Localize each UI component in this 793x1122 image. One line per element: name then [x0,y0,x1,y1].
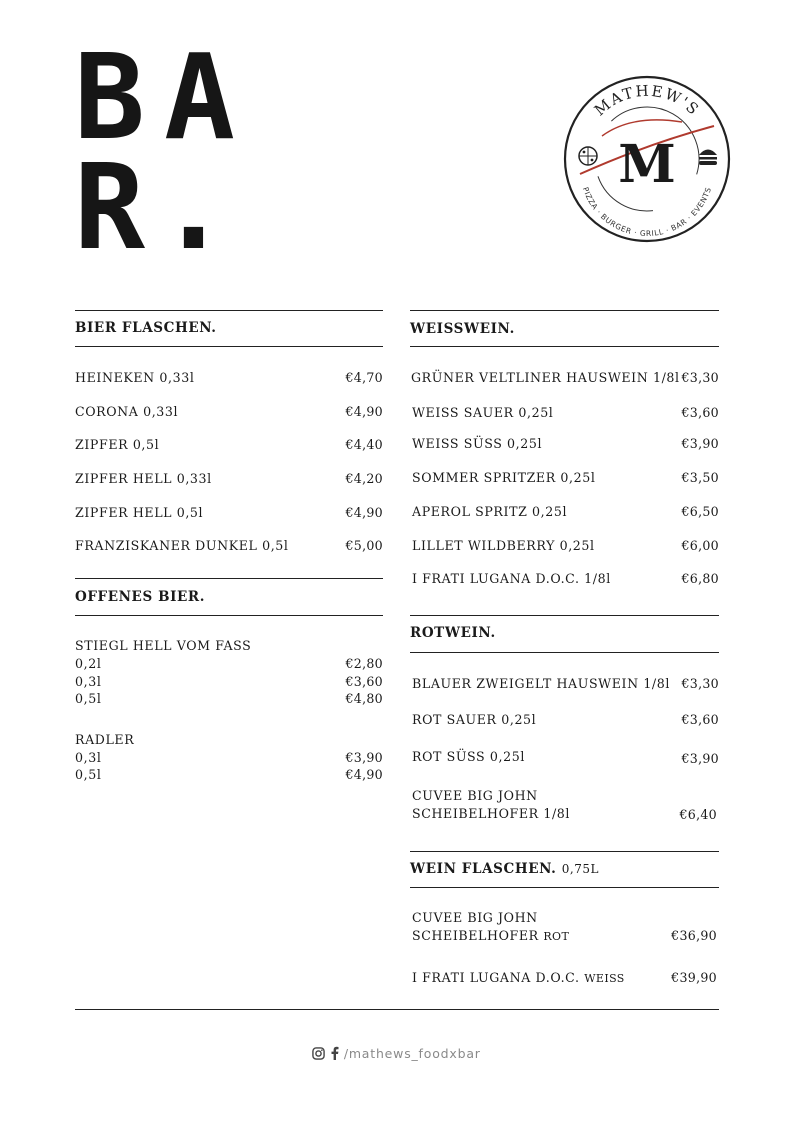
menu-item-price: €3,30 [681,370,719,385]
rule [410,887,719,888]
rule [410,615,719,616]
menu-item-price: €36,90 [671,928,717,943]
menu-item-name: SOMMER SPRITZER 0,25l [412,470,596,485]
menu-item-name: GRÜNER VELTLINER HAUSWEIN 1/8l [411,370,680,385]
logo-emblem [562,74,732,244]
menu-item-name: ROT SÜSS 0,25l [412,749,525,764]
rule [410,310,719,311]
menu-item-name: HEINEKEN 0,33l [75,370,195,385]
menu-item-name: ZIPFER HELL 0,5l [75,505,204,520]
pizza-icon [579,147,597,165]
menu-item-price: €4,90 [345,767,383,782]
menu-item-name: LILLET WILDBERRY 0,25l [412,538,595,553]
title-letter-r: R [74,138,146,276]
menu-item-price: €6,40 [679,807,717,822]
rule [410,851,719,852]
footer-social [0,1046,793,1063]
menu-item-price: €3,60 [681,405,719,420]
heading-bier-flaschen: BIER FLASCHEN. [75,320,217,336]
menu-item-name: I FRATI LUGANA D.O.C. 1/8l [412,571,611,586]
menu-item-price: €3,50 [681,470,719,485]
menu-item-size: 0,3l [75,674,102,689]
heading-rotwein: ROTWEIN. [410,625,496,641]
menu-item-size: 0,5l [75,691,102,706]
menu-item-price: €3,90 [345,750,383,765]
menu-item-size: 0,3l [75,750,102,765]
menu-item-size: 0,5l [75,767,102,782]
rule [75,615,383,616]
brand-logo [562,74,732,244]
heading-wein-flaschen-note: 0,75L [561,862,599,876]
menu-item-name: FRANZISKANER DUNKEL 0,5l [75,538,289,553]
instagram-icon[interactable] [312,1047,325,1063]
title-letter-b: B [74,28,146,166]
heading-wein-flaschen-title: WEIN FLASCHEN. [410,861,557,877]
heading-wein-flaschen [410,861,599,877]
logo-monogram: M [618,134,676,195]
menu-item-name: ZIPFER HELL 0,33l [75,471,212,486]
menu-item-name: ROT SAUER 0,25l [412,712,537,727]
menu-item-name: CORONA 0,33l [75,404,179,419]
menu-item-note: ROT [543,930,570,943]
menu-item-name: SCHEIBELHOFER [412,928,539,943]
rule [410,652,719,653]
heading-weisswein: WEISSWEIN. [410,321,515,337]
menu-item-note: WEISS [584,972,625,985]
menu-item-name: ZIPFER 0,5l [75,437,160,452]
burger-icon [699,150,717,166]
menu-item-price: €4,90 [345,505,383,520]
menu-item-name: RADLER [75,732,135,747]
menu-item-name: CUVEE BIG JOHN [412,910,538,925]
menu-item-price: €5,00 [345,538,383,553]
menu-item-price: €3,60 [681,712,719,727]
title-letter-dot: . [158,138,230,276]
heading-offenes-bier: OFFENES BIER. [75,589,206,605]
menu-item-name: WEISS SÜSS 0,25l [412,436,543,451]
menu-item-price: €3,30 [681,676,719,691]
menu-item-price: €39,90 [671,970,717,985]
rule [75,310,383,311]
menu-item-name: APEROL SPRITZ 0,25l [412,504,568,519]
menu-item-price: €6,50 [681,504,719,519]
menu-item-price: €4,40 [345,437,383,452]
menu-item-price: €3,90 [681,751,719,766]
menu-item-price: €4,80 [345,691,383,706]
logo-tagline: PIZZA · BURGER · GRILL · BAR · EVENTS [580,185,714,239]
title-letter-a: A [164,28,236,166]
social-handle-link[interactable]: /mathews_foodxbar [343,1046,481,1061]
menu-item-price: €4,20 [345,471,383,486]
menu-item-price: €6,00 [681,538,719,553]
menu-item-price: €4,70 [345,370,383,385]
menu-item-name: STIEGL HELL VOM FASS [75,638,252,653]
menu-item-price: €6,80 [681,571,719,586]
menu-item-name: SCHEIBELHOFER 1/8l [412,806,571,821]
menu-item-name: BLAUER ZWEIGELT HAUSWEIN 1/8l [412,676,671,691]
menu-item-name: I FRATI LUGANA D.O.C. [412,970,580,985]
rule [75,578,383,579]
menu-item-name-with-note [412,928,569,943]
facebook-icon[interactable] [330,1046,339,1063]
menu-item-price: €4,90 [345,404,383,419]
menu-item-price: €3,90 [681,436,719,451]
rule [75,1009,719,1010]
rule [75,346,383,347]
menu-item-name: WEISS SAUER 0,25l [412,405,554,420]
menu-item-price: €2,80 [345,656,383,671]
logo-brand-text: MATHEW'S [590,81,704,120]
menu-item-size: 0,2l [75,656,102,671]
rule [410,346,719,347]
menu-item-price: €3,60 [345,674,383,689]
menu-item-name: CUVEE BIG JOHN [412,788,538,803]
menu-item-name-with-note [412,970,625,985]
